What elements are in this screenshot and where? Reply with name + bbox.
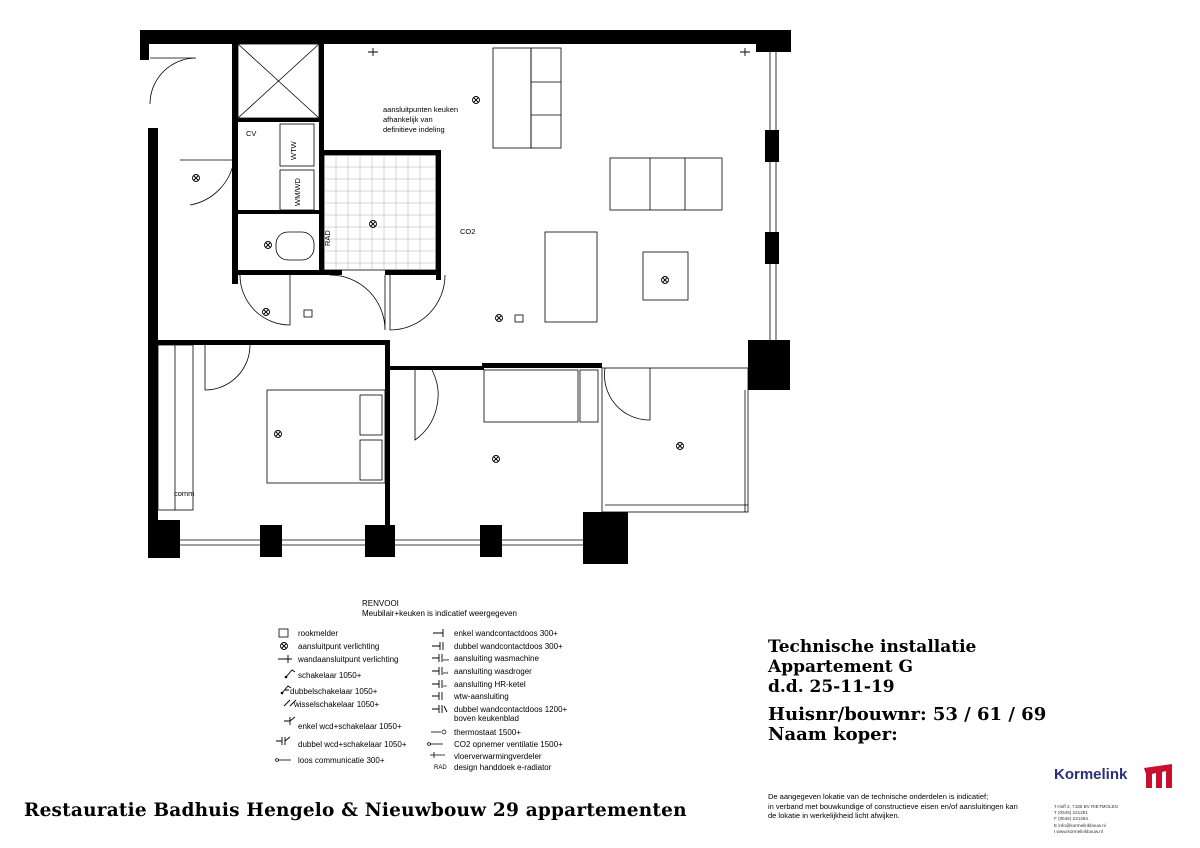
tile-grid	[324, 155, 436, 270]
wtw-icon	[430, 691, 448, 701]
legend-label-dubbel-wcd-schakelaar: dubbel wcd+schakelaar 1050+	[298, 740, 407, 749]
legend-label-dubbelschakelaar: dubbelschakelaar 1050+	[290, 687, 378, 696]
svg-text:wd: wd	[443, 670, 449, 675]
legend-label-wtw: wtw-aansluiting	[454, 692, 509, 701]
legend-label-dubbel-wcd-1200: dubbel wandcontactdoos 1200+	[454, 705, 568, 714]
legend-label-enkel-wcd: enkel wandcontactdoos 300+	[454, 629, 558, 638]
renvooi-subtitle: Meubilair+keuken is indicatief weergegeven	[362, 609, 517, 618]
co2-label: CO2	[460, 227, 476, 236]
legend-label-boven-keukenblad: boven keukenblad	[454, 714, 519, 723]
legend-label-dubbel-wcd: dubbel wandcontactdoos 300+	[454, 642, 563, 651]
rookmelders	[304, 310, 523, 322]
disclaimer	[768, 792, 1018, 821]
legend-label-schakelaar: schakelaar 1050+	[298, 671, 362, 680]
keuken-note-2: afhankelijk van	[383, 115, 433, 124]
legend-label-hr-ketel: aansluiting HR-ketel	[454, 680, 526, 689]
renvooi-header	[362, 599, 517, 619]
company-address: 't Hoff 2, 7185 BV RIETMOLEN	[1054, 804, 1118, 809]
disclaimer-line-3: de lokatie in werkelijkheid licht afwijken.	[768, 811, 900, 820]
legend-label-thermostaat: thermostaat 1500+	[454, 728, 521, 737]
rookmelder-icon	[276, 628, 294, 638]
legend-label-enkel-wcd-schakelaar: enkel wcd+schakelaar 1050+	[298, 722, 402, 731]
company-contact	[1054, 804, 1118, 835]
wmwd-label: WM/WD	[293, 178, 302, 206]
cv-label: CV	[246, 129, 257, 138]
double-socket-high-icon	[430, 704, 448, 714]
wall-lighting-icon	[276, 654, 294, 664]
hr-boiler-icon	[430, 679, 448, 689]
wtw-label: WTW	[289, 141, 298, 160]
switch-icon	[280, 668, 298, 678]
disclaimer-line-1: De aangegeven lokatie van de technische onderdelen is indicatief;	[768, 792, 989, 801]
svg-text:cv: cv	[443, 683, 447, 688]
project-title: Restauratie Badhuis Hengelo & Nieuwbouw 29 appartementen	[24, 800, 687, 821]
company-email: E info@kormelinkbouw.nl	[1054, 822, 1106, 828]
double-socket-switch-icon	[274, 736, 292, 746]
floor-heating-icon	[428, 750, 446, 760]
thermostat-icon	[430, 727, 448, 737]
company-logo	[1054, 766, 1127, 784]
legend-label-wisselschakelaar: wisselschakelaar 1050+	[294, 700, 380, 709]
socket-switch-icon	[280, 716, 298, 726]
legend-label-vloerverwarming: vloerverwarmingverdeler	[454, 752, 542, 761]
socket-icon	[430, 628, 448, 638]
company-fax: F (0545) 221484	[1054, 816, 1088, 822]
legend-label-radiator: design handdoek e-radiator	[454, 763, 552, 772]
comm-icon	[274, 755, 292, 765]
radiator-icon: RAD	[434, 765, 447, 771]
dryer-icon	[430, 666, 448, 676]
plan-text	[174, 105, 475, 498]
tech-title: Technische installatie	[768, 637, 977, 657]
buyer-name-label: Naam koper:	[768, 724, 898, 745]
company-name: Kormelink	[1054, 766, 1128, 783]
lighting-points	[193, 48, 751, 463]
double-socket-icon	[430, 641, 448, 651]
legend-label-co2: CO2 opnemer ventilatie 1500+	[454, 740, 563, 749]
washing-machine-icon	[430, 653, 448, 663]
keuken-note-1: aansluitpunten keuken	[383, 105, 459, 114]
co2-icon	[426, 739, 444, 749]
kormelink-logo-icon	[1142, 764, 1174, 790]
keuken-note-3: definitieve indeling	[383, 125, 445, 134]
company-phone: T (0545) 221261	[1054, 810, 1088, 816]
house-number: Huisnr/bouwnr: 53 / 61 / 69	[768, 704, 1047, 725]
disclaimer-line-2: in verband met bouwkundige of constructieve eisen en/of aansluitingen kan	[768, 801, 1018, 811]
technical-info	[768, 637, 1046, 745]
comm-label: comm	[174, 489, 195, 498]
legend-label-wasmachine: aansluiting wasmachine	[454, 654, 539, 663]
renvooi-title: RENVOOI	[362, 599, 399, 608]
company-web: I www.kormelinkbouw.nl	[1054, 828, 1103, 834]
legend-label-rookmelder: rookmelder	[298, 629, 339, 638]
rad-label: RAD	[323, 230, 332, 246]
svg-text:wm: wm	[443, 657, 450, 662]
legend	[262, 628, 592, 778]
legend-label-wasdroger: aansluiting wasdroger	[454, 667, 532, 676]
lighting-point-icon	[276, 641, 294, 651]
legend-label-communicatie: loos communicatie 300+	[298, 756, 385, 765]
legend-label-verlichting: aansluitpunt verlichting	[298, 642, 380, 651]
apartment-label: Appartement G	[768, 657, 914, 677]
legend-label-wandverlichting: wandaansluitpunt verlichting	[298, 655, 399, 664]
date-label: d.d. 25-11-19	[768, 677, 895, 697]
